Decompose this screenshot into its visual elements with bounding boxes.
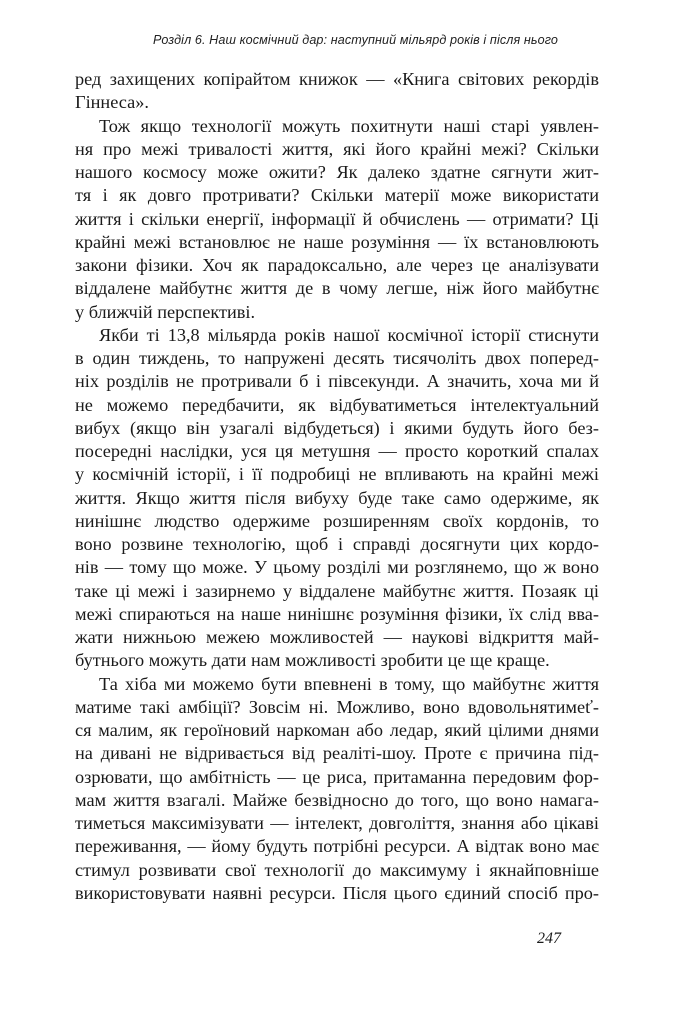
text-line: переживання, — йому будуть потрібні ресурси. А відтак воно має	[75, 836, 599, 857]
text-line: посередні наслідки, уся ця метушня — просто короткий спалах	[75, 441, 599, 461]
text-line: Гіннеса».	[75, 92, 149, 113]
text-line: Якби ті 13,8 мільярда років нашої космічної історії стиснути	[99, 324, 599, 345]
text-line: ніх розділів не протривали б і півсекунди. А значить, хоча ми й	[75, 371, 599, 392]
text-line: використовувати наявні ресурси. Після цього єдиний спосіб про-	[75, 882, 599, 903]
text-line: воно розвине технологію, щоб і справді досягнути цих кордо-	[75, 534, 599, 554]
text-line: ся малим, як героїновий наркоман або ледар, який цілими днями	[75, 720, 599, 740]
text-line: життя. Якщо життя після вибуху буде таке само одержиме, як	[75, 487, 599, 508]
text-line: жати нижньою межею можливостей — наукові відкриття май-	[75, 627, 599, 647]
body-text	[75, 68, 599, 905]
text-line: на дивані не відривається від реаліті-шоу. Проте є причина під-	[75, 743, 599, 764]
text-line: тиметься максимізувати — інтелект, довголіття, знання або цікаві	[75, 813, 599, 833]
text-line: межі спираються на наше нинішнє розуміння фізики, їх слід вва-	[75, 603, 599, 624]
text-line: нинішнє людство одержиме розширенням своїх кордонів, то	[75, 510, 599, 531]
text-line: Та хіба ми можемо бути впевнені в тому, що майбутнє життя	[99, 673, 599, 694]
text-line: матиме такі амбіції? Зовсім ні. Можливо, воно вдовольнятимеť-	[75, 696, 599, 717]
running-head: Розділ 6. Наш космічний дар: наступний мільярд років і після нього	[152, 33, 558, 47]
text-line: у космічній історії, і її подробиці не впливають на крайні межі	[75, 464, 599, 485]
text-line: нашого космосу може ожити? Як далеко здатне сягнути жит-	[75, 162, 599, 182]
text-line: крайні межі встановлює не наше розуміння — їх встановлюють	[75, 231, 599, 252]
paragraph	[75, 115, 599, 324]
text-line: тя і як довго протривати? Скільки матерії може використати	[75, 185, 599, 206]
text-line: стимул розвивати свої технології до максимуму і якнайповніше	[75, 859, 599, 880]
text-line: в один тиждень, то напружені десять тисячоліть двох поперед-	[75, 348, 599, 368]
text-line: життя і скільки енергії, інформації й обчислень — отримати? Ці	[75, 208, 599, 229]
text-line: не можемо передбачити, як відбуватиметься інтелектуальний	[75, 394, 599, 415]
text-line: мам життя взагалі. Майже безвідносно до того, що воно намага-	[75, 789, 599, 810]
text-line: вибух (якщо він узагалі відбудеться) і якими будуть його без-	[75, 417, 599, 438]
page-number: 247	[537, 930, 561, 947]
paragraph	[75, 68, 599, 115]
paragraph	[75, 673, 599, 906]
text-line: бутнього можуть дати нам можливості зробити це ще краще.	[75, 650, 550, 671]
text-line: віддалене майбутнє життя де в чому легше, ніж його майбутнє	[75, 278, 599, 299]
text-line: у ближчій перспективі.	[75, 301, 256, 322]
text-line: таке ці межі і зазирнемо у віддалене майбутнє життя. Позаяк ці	[75, 580, 599, 601]
text-line: нів — тому що може. У цьому розділі ми розглянемо, що ж воно	[75, 557, 599, 578]
text-line: Тож якщо технології можуть похитнути наші старі уявлен-	[99, 115, 599, 136]
paragraph	[75, 324, 599, 673]
text-line: закони фізики. Хоч як парадоксально, але через це аналізувати	[75, 255, 599, 275]
text-line: ред захищених копірайтом книжок — «Книга світових рекордів	[75, 69, 599, 89]
text-line: озрювати, що амбітність — це риса, притаманна передовим фор-	[75, 766, 599, 787]
text-line: ня про межі тривалості життя, які його крайні межі? Скільки	[75, 138, 599, 159]
